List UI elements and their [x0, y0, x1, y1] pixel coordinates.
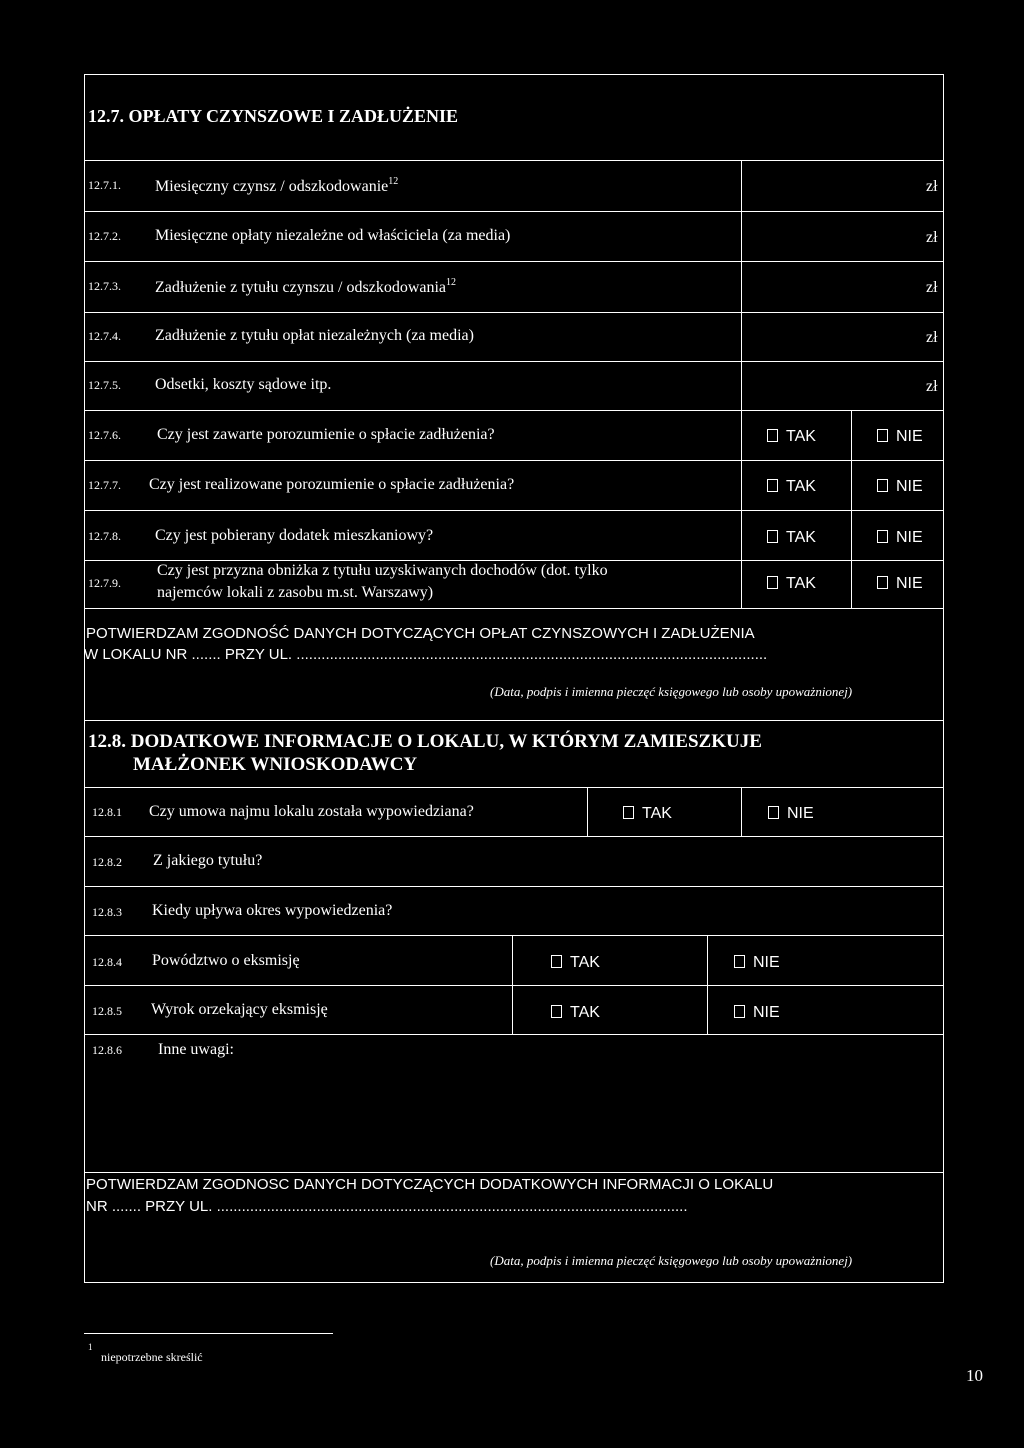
currency-unit: zł	[926, 378, 938, 395]
row-number: 12.7.1.	[88, 178, 121, 192]
no-checkbox[interactable]: NIE	[877, 428, 923, 446]
row-number: 12.8.4	[92, 955, 122, 969]
footnote-text: niepotrzebne skreślić	[101, 1350, 203, 1364]
checkbox-icon	[734, 955, 745, 968]
row-label: Czy jest realizowane porozumienie o spłacie zadłużenia?	[149, 476, 515, 493]
signature-note: (Data, podpis i imienna pieczęć księgowego lub osoby upoważnionej)	[490, 1253, 853, 1268]
row-number: 12.8.1	[92, 805, 122, 819]
row-number: 12.7.4.	[88, 329, 121, 343]
row-label: Kiedy upływa okres wypowiedzenia?	[152, 902, 393, 919]
yes-checkbox[interactable]: TAK	[767, 478, 816, 496]
footnote-separator	[84, 1333, 333, 1334]
checkbox-icon	[877, 530, 888, 543]
checkbox-icon	[767, 479, 778, 492]
no-checkbox[interactable]: NIE	[877, 529, 923, 547]
row-label: Odsetki, koszty sądowe itp.	[155, 376, 332, 393]
checkbox-icon	[551, 955, 562, 968]
no-checkbox[interactable]: NIE	[877, 478, 923, 496]
row-number: 12.8.6	[92, 1043, 122, 1057]
confirmation-text: POTWIERDZAM ZGODNOŚĆ DANYCH DOTYCZĄCYCH OPŁAT CZYNSZOWYCH I ZADŁUŻENIA	[86, 625, 755, 642]
row-number: 12.7.2.	[88, 229, 121, 243]
row-label-line2: najemców lokali z zasobu m.st. Warszawy)	[157, 584, 434, 601]
checkbox-icon	[734, 1005, 745, 1018]
row-label: Zadłużenie z tytułu czynszu / odszkodowania$^{12}$	[155, 277, 457, 296]
row-label: Zadłużenie z tytułu opłat niezależnych (za media)	[155, 327, 474, 344]
row-number: 12.8.5	[92, 1004, 122, 1018]
yes-checkbox[interactable]: TAK	[767, 428, 816, 446]
footnote-mark: 1	[88, 1342, 93, 1352]
row-number: 12.7.9.	[88, 576, 121, 590]
row-label: Miesięczny czynsz / odszkodowanie$^{12}$	[155, 176, 399, 195]
yes-checkbox[interactable]: TAK	[623, 805, 672, 823]
row-number: 12.7.5.	[88, 378, 121, 392]
yes-checkbox[interactable]: TAK	[551, 1004, 600, 1022]
checkbox-icon	[767, 530, 778, 543]
interest-costs-field[interactable]	[742, 362, 942, 409]
confirmation-address-line: W LOKALU NR ....... PRZY UL. .................................................................................................................	[84, 646, 768, 663]
checkbox-icon	[551, 1005, 562, 1018]
no-checkbox[interactable]: NIE	[734, 1004, 780, 1022]
no-checkbox[interactable]: NIE	[768, 805, 814, 823]
row-number: 12.7.3.	[88, 279, 121, 293]
row-number: 12.8.3	[92, 905, 122, 919]
yes-checkbox[interactable]: TAK	[767, 575, 816, 593]
monthly-media-fees-field[interactable]	[742, 212, 942, 261]
row-label: Wyrok orzekający eksmisję	[151, 1001, 328, 1018]
currency-unit: zł	[926, 178, 938, 195]
rent-debt-field[interactable]	[742, 262, 942, 311]
yes-checkbox[interactable]: TAK	[767, 529, 816, 547]
section-128-title-line2: MAŁŻONEK WNIOSKODAWCY	[133, 754, 418, 775]
row-label: Z jakiego tytułu?	[153, 852, 263, 869]
yes-checkbox[interactable]: TAK	[551, 954, 600, 972]
section-128-title: 12.8. DODATKOWE INFORMACJE O LOKALU, W KTÓRYM ZAMIESZKUJE	[88, 731, 762, 752]
checkbox-icon	[768, 806, 779, 819]
checkbox-icon	[877, 576, 888, 589]
row-number: 12.8.2	[92, 855, 122, 869]
other-remarks-field[interactable]	[86, 1065, 942, 1170]
signature-note: (Data, podpis i imienna pieczęć księgowego lub osoby upoważnionej)	[490, 684, 853, 699]
row-label: Czy jest pobierany dodatek mieszkaniowy?	[155, 527, 434, 544]
row-label: Powództwo o eksmisję	[152, 952, 300, 969]
row-number: 12.7.8.	[88, 529, 121, 543]
row-label: Miesięczne opłaty niezależne od właściciela (za media)	[155, 227, 511, 244]
checkbox-icon	[877, 429, 888, 442]
currency-unit: zł	[926, 229, 938, 246]
row-label-line1: Czy jest przyzna obniżka z tytułu uzyskiwanych dochodów (dot. tylko	[157, 562, 608, 579]
checkbox-icon	[623, 806, 634, 819]
checkbox-icon	[877, 479, 888, 492]
no-checkbox[interactable]: NIE	[877, 575, 923, 593]
currency-unit: zł	[926, 279, 938, 296]
checkbox-icon	[767, 429, 778, 442]
row-number: 12.7.7.	[88, 478, 121, 492]
monthly-rent-field[interactable]	[742, 161, 942, 210]
confirmation-text: POTWIERDZAM ZGODNOSC DANYCH DOTYCZĄCYCH DODATKOWYCH INFORMACJI O LOKALU	[86, 1176, 774, 1193]
row-label: Inne uwagi:	[158, 1041, 234, 1058]
termination-reason-field[interactable]	[300, 837, 942, 885]
row-label: Czy umowa najmu lokalu została wypowiedziana?	[149, 803, 474, 820]
notice-period-field[interactable]	[440, 887, 942, 934]
section-127-title: 12.7. OPŁATY CZYNSZOWE I ZADŁUŻENIE	[88, 106, 459, 126]
currency-unit: zł	[926, 329, 938, 346]
page-number: 10	[966, 1366, 983, 1385]
confirmation-address-line: NR ....... PRZY UL. .................................................................................................................	[86, 1198, 688, 1215]
row-number: 12.7.6.	[88, 428, 121, 442]
checkbox-icon	[767, 576, 778, 589]
media-debt-field[interactable]	[742, 313, 942, 360]
row-label: Czy jest zawarte porozumienie o spłacie zadłużenia?	[157, 426, 495, 443]
no-checkbox[interactable]: NIE	[734, 954, 780, 972]
